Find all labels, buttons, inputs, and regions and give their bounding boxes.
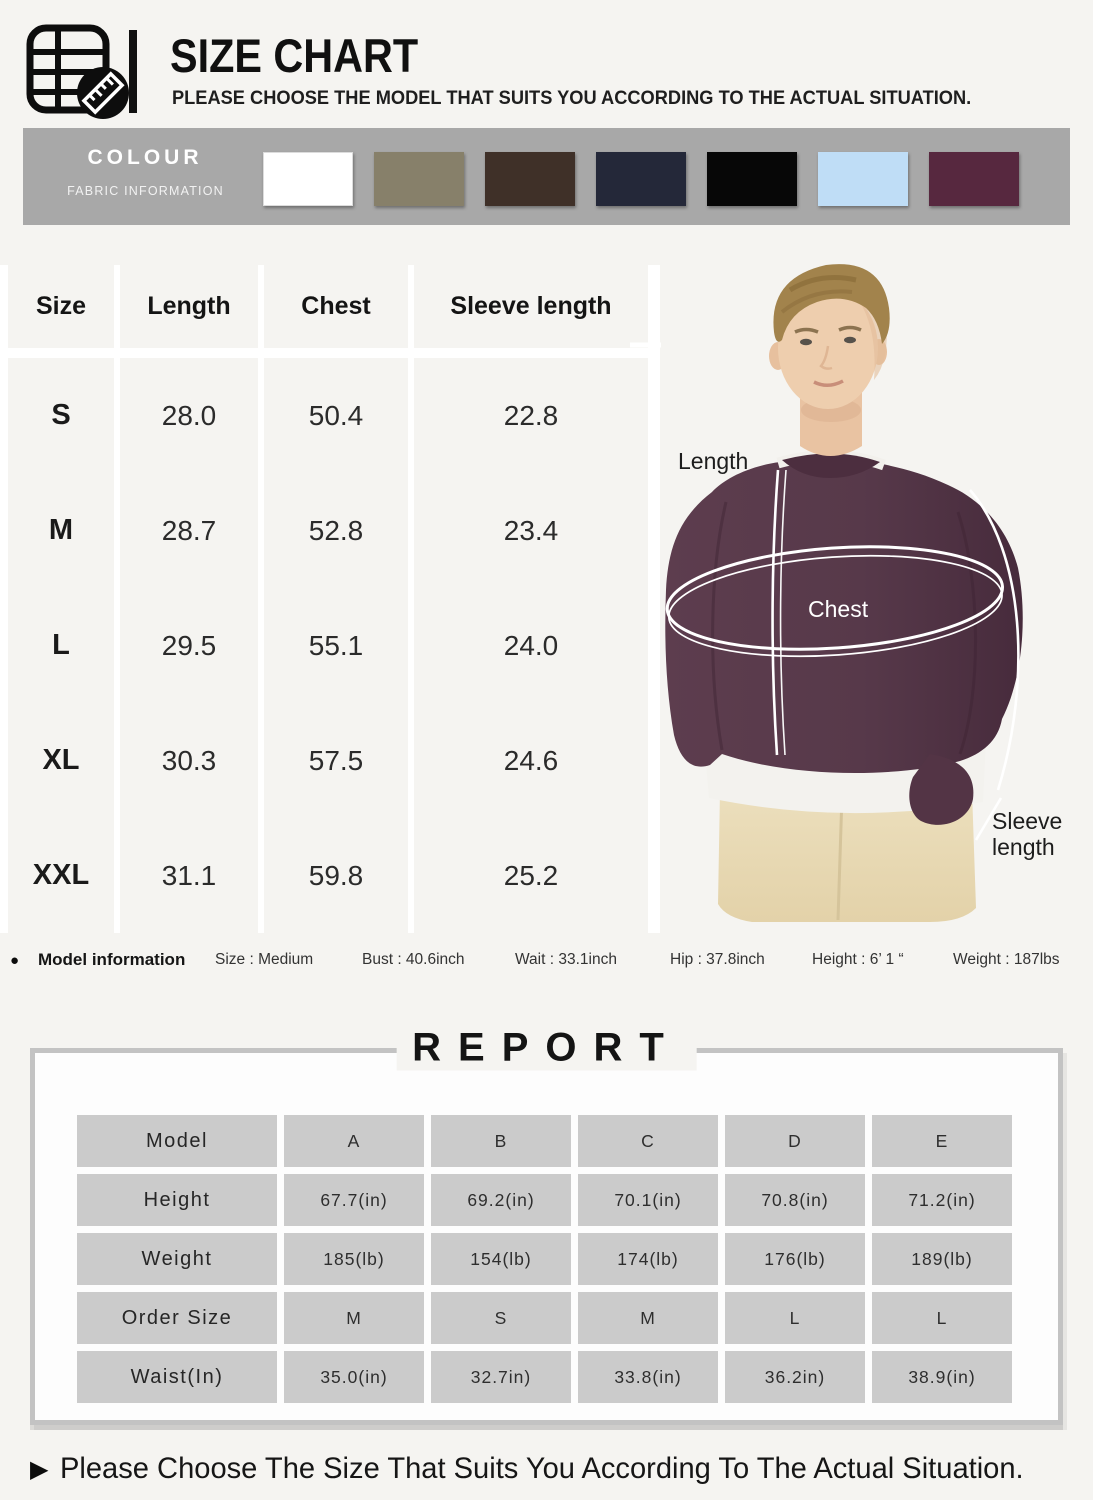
report-ordersize-c: M: [578, 1292, 718, 1344]
report-weight-c: 174(lb): [578, 1233, 718, 1285]
table-row-xl-chest: 57.5: [264, 703, 408, 818]
model-information-row: [0, 948, 1093, 984]
report-waist-c: 33.8(in): [578, 1351, 718, 1403]
report-height-a: 67.7(in): [284, 1174, 424, 1226]
table-row-s-size: S: [8, 358, 114, 473]
table-row-l-size: L: [8, 588, 114, 703]
chest-annotation-label: Chest: [808, 596, 869, 622]
report-height-e: 71.2(in): [872, 1174, 1012, 1226]
fabric-swatch-white: [263, 152, 353, 206]
col-header-size: Size: [8, 265, 114, 348]
report-ordersize-e: L: [872, 1292, 1012, 1344]
col-header-sleeve: Sleeve length: [414, 265, 648, 348]
report-waist-a: 35.0(in): [284, 1351, 424, 1403]
page-title: SIZE CHART: [170, 29, 419, 82]
report-weight-d: 176(lb): [725, 1233, 865, 1285]
table-row-xxl-length: 31.1: [120, 818, 258, 933]
table-row-m-sleeve: 23.4: [414, 473, 648, 588]
table-row-l-sleeve: 24.0: [414, 588, 648, 703]
fabric-swatch-plum: [929, 152, 1019, 206]
report-model-e: E: [872, 1115, 1012, 1167]
table-row-xl-sleeve: 24.6: [414, 703, 648, 818]
header-separator: [8, 348, 114, 358]
report-ordersize-a: M: [284, 1292, 424, 1344]
footer-note-text: Please Choose The Size That Suits You According To The Actual Situation.: [60, 1452, 1025, 1485]
report-ordersize-d: L: [725, 1292, 865, 1344]
model-information-label: Model information: [38, 950, 186, 969]
report-waist-e: 38.9(in): [872, 1351, 1012, 1403]
page-subtitle: PLEASE CHOOSE THE MODEL THAT SUITS YOU ACCORDING TO THE ACTUAL SITUATION.: [172, 88, 972, 109]
table-row-xxl-size: XXL: [8, 818, 114, 933]
report-model-c: C: [578, 1115, 718, 1167]
ruler-badge-icon: [77, 67, 129, 119]
table-row-s-chest: 50.4: [264, 358, 408, 473]
colour-label: COLOUR: [87, 146, 203, 169]
report-row-height-label: Height: [77, 1174, 277, 1226]
table-row-s-length: 28.0: [120, 358, 258, 473]
model-weight-spec: Weight : 187lbs: [953, 951, 1060, 968]
table-row-m-length: 28.7: [120, 473, 258, 588]
model-bust-spec: Bust : 40.6inch: [362, 951, 465, 968]
fabric-swatch-lightblue: [818, 152, 908, 206]
table-row-xxl-chest: 59.8: [264, 818, 408, 933]
report-weight-a: 185(lb): [284, 1233, 424, 1285]
bullet-icon: ●: [10, 952, 20, 969]
table-row-xxl-sleeve: 25.2: [414, 818, 648, 933]
report-waist-d: 36.2in): [725, 1351, 865, 1403]
report-model-b: B: [431, 1115, 571, 1167]
fabric-information-label: FABRIC INFORMATION: [67, 184, 224, 198]
report-weight-b: 154(lb): [431, 1233, 571, 1285]
right-arrow-icon: ▶: [30, 1455, 49, 1483]
report-row-ordersize-label: Order Size: [77, 1292, 277, 1344]
report-weight-e: 189(lb): [872, 1233, 1012, 1285]
model-hip-spec: Hip : 37.8inch: [670, 951, 765, 968]
table-row-m-chest: 52.8: [264, 473, 408, 588]
fabric-swatch-black: [707, 152, 797, 206]
col-header-chest: Chest: [264, 265, 408, 348]
colour-fabric-bar: [23, 128, 1070, 225]
table-row-m-size: M: [8, 473, 114, 588]
report-height-c: 70.1(in): [578, 1174, 718, 1226]
report-model-d: D: [725, 1115, 865, 1167]
header-divider-bar: [129, 30, 137, 113]
model-size-spec: Size : Medium: [215, 951, 314, 968]
size-chart-table-icon: [24, 22, 130, 122]
table-row-s-sleeve: 22.8: [414, 358, 648, 473]
table-row-l-chest: 55.1: [264, 588, 408, 703]
table-row-l-length: 29.5: [120, 588, 258, 703]
sleeve-length-annotation-label: Sleeve length: [992, 808, 1063, 860]
report-waist-b: 32.7in): [431, 1351, 571, 1403]
fabric-swatch-brown: [485, 152, 575, 206]
report-model-a: A: [284, 1115, 424, 1167]
fabric-swatch-khaki: [374, 152, 464, 206]
report-title: REPORT: [396, 1026, 697, 1071]
length-annotation-label: Length: [678, 448, 749, 474]
report-panel: [30, 1048, 1063, 1425]
model-height-spec: Height : 6’ 1 “: [812, 951, 904, 968]
report-height-b: 69.2(in): [431, 1174, 571, 1226]
col-header-length: Length: [120, 265, 258, 348]
table-row-xl-length: 30.3: [120, 703, 258, 818]
report-row-model-label: Model: [77, 1115, 277, 1167]
footer-note: [30, 1452, 1070, 1486]
model-waist-spec: Wait : 33.1inch: [515, 951, 617, 968]
report-table: [77, 1115, 1012, 1403]
report-height-d: 70.8(in): [725, 1174, 865, 1226]
model-photo: [630, 250, 1093, 935]
table-row-xl-size: XL: [8, 703, 114, 818]
report-row-waist-label: Waist(In): [77, 1351, 277, 1403]
report-row-weight-label: Weight: [77, 1233, 277, 1285]
fabric-swatch-navy: [596, 152, 686, 206]
size-measurements-table: [0, 265, 660, 933]
report-ordersize-b: S: [431, 1292, 571, 1344]
